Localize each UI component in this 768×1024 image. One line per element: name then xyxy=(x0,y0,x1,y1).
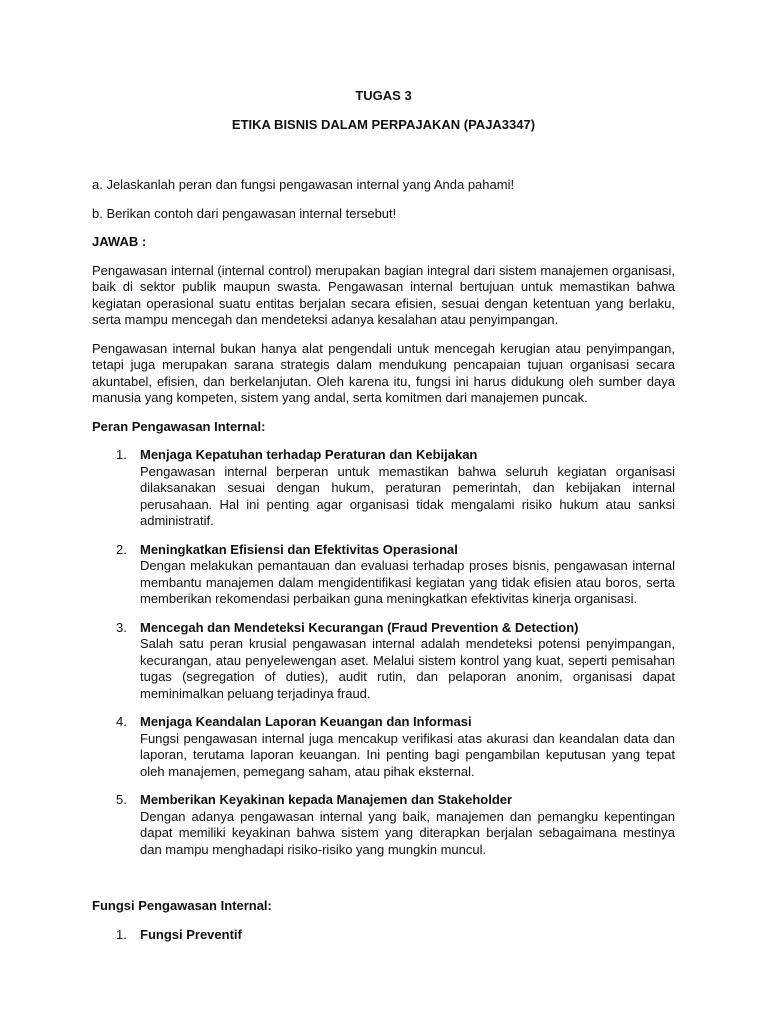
list-item-number: 2. xyxy=(116,541,127,557)
document-body xyxy=(92,88,675,955)
list-item-title: Fungsi Preventif xyxy=(140,926,242,942)
question-a: a. Jelaskanlah peran dan fungsi pengawasan internal yang Anda pahami! xyxy=(92,177,515,192)
list-item xyxy=(92,542,675,608)
list-item-body: Dengan melakukan pemantauan dan evaluasi terhadap proses bisnis, pengawasan internal membantu manajemen dalam mengidentifikasi kegiatan yang tidak efisien atau boros, serta memberikan rekomendasi perbaikan guna meningkatkan efektivitas kinerja organisasi. xyxy=(140,558,675,606)
peran-list xyxy=(92,447,675,858)
list-item-number: 1. xyxy=(116,447,127,462)
list-item xyxy=(92,927,675,944)
question-b: b. Berikan contoh dari pengawasan internal tersebut! xyxy=(92,205,397,221)
list-item xyxy=(92,714,675,780)
fungsi-list xyxy=(92,927,675,944)
list-item-body: Pengawasan internal berperan untuk memastikan bahwa seluruh kegiatan organisasi dilaksanakan sesuai dengan hukum, peraturan pemerintah, dan kebijakan internal perusahaan. Hal ini penting agar organisasi tidak mengalami risiko hukum atau sanksi administratif. xyxy=(140,463,675,528)
paragraph-2: Pengawasan internal bukan hanya alat pengendali untuk mencegah kerugian atau penyimpangan, tetapi juga merupakan sarana strategis dalam mendukung pencapaian tujuan organisasi secara akuntabel, efisien, dan berkelanjutan. Oleh karena itu, fungsi ini harus didukung oleh sumber daya manusia yang kompeten, sistem yang andal, serta komitmen dari manajemen puncak. xyxy=(92,340,675,405)
list-item-body: Fungsi pengawasan internal juga mencakup verifikasi atas akurasi dan keandalan data dan laporan, terutama laporan keuangan. Ini penting bagi pengambilan keputusan yang tepat oleh manajemen, pemegang saham, atau pihak eksternal. xyxy=(140,730,675,779)
list-item-title: Menjaga Kepatuhan terhadap Peraturan dan Kebijakan xyxy=(140,447,478,462)
list-item-body: Salah satu peran krusial pengawasan internal adalah mendeteksi potensi penyimpangan, kecurangan, atau penyelewengan aset. Melalui sistem kontrol yang kuat, seperti pemisahan tugas (segregation of duties), audit rutin, dan pelaporan anonim, organisasi dapat meminimalkan peluang terjadinya fraud. xyxy=(140,636,675,701)
list-item-number: 5. xyxy=(116,792,127,807)
section-spacer xyxy=(92,870,675,898)
list-item xyxy=(92,447,675,530)
list-item-number: 1. xyxy=(116,926,127,942)
document-subtitle: ETIKA BISNIS DALAM PERPAJAKAN (PAJA3347) xyxy=(231,116,536,132)
fungsi-heading: Fungsi Pengawasan Internal: xyxy=(92,898,272,913)
list-item-body: Dengan adanya pengawasan internal yang baik, manajemen dan pemangku kepentingan dapat memiliki keyakinan bahwa sistem yang diterapkan berjalan sebagaimana mestinya dan mampu menghadapi risiko-risiko yang mungkin muncul. xyxy=(140,808,675,857)
list-item-title: Meningkatkan Efisiensi dan Efektivitas Operasional xyxy=(140,541,458,557)
list-item xyxy=(92,792,675,858)
list-item-title: Menjaga Keandalan Laporan Keuangan dan Informasi xyxy=(140,714,472,729)
list-item-number: 4. xyxy=(116,714,127,729)
peran-heading: Peran Pengawasan Internal: xyxy=(92,418,266,434)
list-item-number: 3. xyxy=(116,619,127,635)
paragraph-1: Pengawasan internal (internal control) merupakan bagian integral dari sistem manajemen organisasi, baik di sektor publik maupun swasta. Pengawasan internal bertujuan untuk memastikan bahwa kegiatan operasional suatu entitas berjalan secara efisien, sesuai dengan ketentuan yang berlaku, serta mampu mencegah dan mendeteksi adanya kesalahan atau penyimpangan. xyxy=(92,262,675,327)
list-item-title: Mencegah dan Mendeteksi Kecurangan (Fraud Prevention & Detection) xyxy=(140,619,579,635)
list-item xyxy=(92,620,675,703)
list-item-title: Memberikan Keyakinan kepada Manajemen dan Stakeholder xyxy=(140,792,513,807)
document-title: TUGAS 3 xyxy=(355,88,412,103)
answer-label: JAWAB : xyxy=(92,234,147,249)
